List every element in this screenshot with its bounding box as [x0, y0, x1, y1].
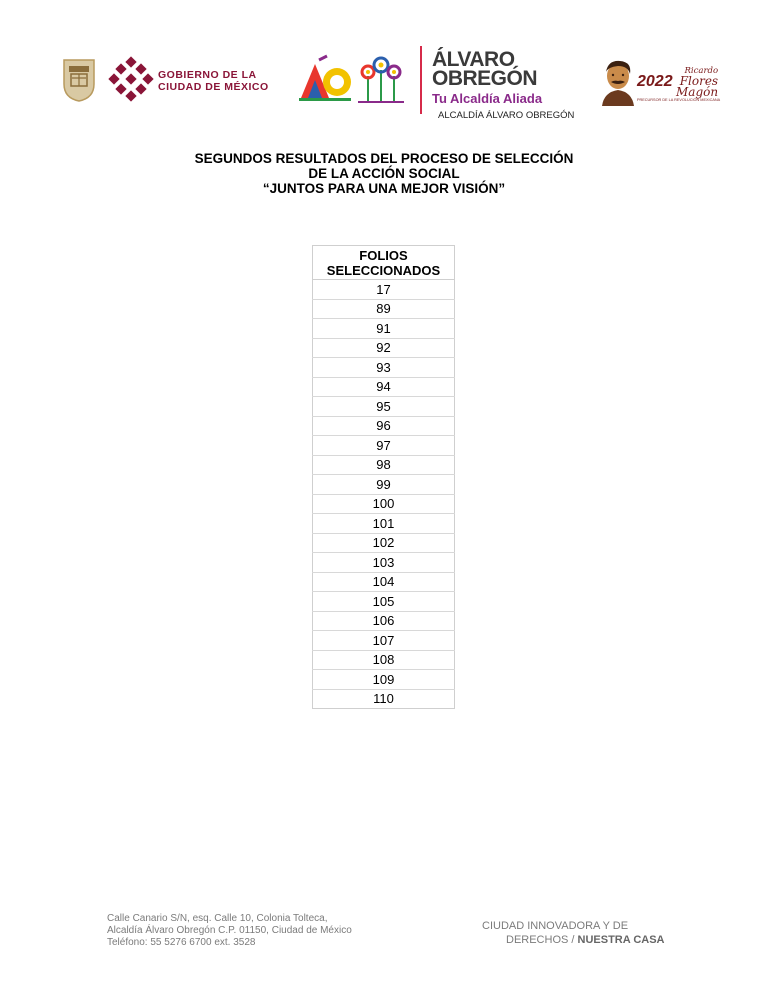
- folio-cell: 92: [313, 338, 455, 358]
- table-row: [313, 377, 455, 397]
- folio-cell: 101: [313, 514, 455, 534]
- folio-cell: 89: [313, 299, 455, 319]
- folio-cell: 96: [313, 416, 455, 436]
- ao-colorful-logo: [297, 54, 353, 102]
- rfm-name: [676, 67, 718, 98]
- table-row: [313, 358, 455, 378]
- slogan-line2-prefix: DERECHOS /: [506, 934, 578, 946]
- alvaro-obregon-wordmark: [432, 50, 537, 88]
- address-line1: Calle Canario S/N, esq. Calle 10, Colonia Tolteca,: [107, 913, 328, 924]
- gobierno-line2: CIUDAD DE MÉXICO: [158, 81, 269, 93]
- folio-cell: 100: [313, 494, 455, 514]
- document-title: [84, 151, 684, 196]
- table-row: [313, 670, 455, 690]
- table-row: [313, 553, 455, 573]
- address-line2: Alcaldía Álvaro Obregón C.P. 01150, Ciudad de México: [107, 925, 352, 936]
- folios-header-row: [313, 246, 455, 280]
- table-row: [313, 592, 455, 612]
- table-row: [313, 397, 455, 417]
- title-line1: SEGUNDOS RESULTADOS DEL PROCESO DE SELECCIÓN: [194, 151, 574, 166]
- rfm-year: 2022: [637, 73, 673, 90]
- folio-cell: 17: [313, 280, 455, 300]
- folio-cell: 97: [313, 436, 455, 456]
- rfm-caption: PRECURSOR DE LA REVOLUCIÓN MEXICANA: [637, 98, 721, 102]
- folio-cell: 91: [313, 319, 455, 339]
- ricardo-flores-magon-portrait: [598, 58, 638, 106]
- folios-table: [312, 245, 455, 709]
- footer-address: [107, 913, 352, 949]
- table-row: [313, 572, 455, 592]
- folio-cell: 94: [313, 377, 455, 397]
- slogan-line2: [482, 933, 665, 947]
- ao-line1: ÁLVARO: [432, 48, 515, 71]
- folios-column-header: [313, 246, 455, 280]
- footer-slogan: [482, 919, 665, 947]
- slogan-nuestra-casa: NUESTRA CASA: [577, 934, 665, 946]
- table-row: [313, 650, 455, 670]
- cdmx-logo-icon: [108, 56, 154, 102]
- rfm-name-2: Flores: [679, 74, 719, 88]
- flowers-icon: [358, 54, 404, 104]
- table-row: [313, 631, 455, 651]
- table-row: [313, 338, 455, 358]
- tu-alcaldia-aliada-text: Tu Alcaldía Aliada: [432, 91, 543, 106]
- gobierno-cdmx-text: [158, 69, 269, 93]
- title-line3: “JUNTOS PARA UNA MEJOR VISIÓN”: [262, 181, 506, 196]
- folio-cell: 93: [313, 358, 455, 378]
- folio-cell: 108: [313, 650, 455, 670]
- table-row: [313, 494, 455, 514]
- folio-cell: 105: [313, 592, 455, 612]
- table-row: [313, 689, 455, 709]
- table-row: [313, 416, 455, 436]
- table-row: [313, 533, 455, 553]
- table-row: [313, 436, 455, 456]
- slogan-line1: CIUDAD INNOVADORA Y DE: [482, 920, 629, 932]
- table-row: [313, 611, 455, 631]
- title-line2: DE LA ACCIÓN SOCIAL: [308, 166, 460, 181]
- folio-cell: 102: [313, 533, 455, 553]
- folio-cell: 106: [313, 611, 455, 631]
- folios-header-line2: SELECCIONADOS: [326, 262, 441, 278]
- folio-cell: 109: [313, 670, 455, 690]
- table-row: [313, 299, 455, 319]
- rfm-name-1: Ricardo: [684, 66, 719, 76]
- folio-cell: 95: [313, 397, 455, 417]
- folio-cell: 99: [313, 475, 455, 495]
- table-row: [313, 319, 455, 339]
- folio-cell: 104: [313, 572, 455, 592]
- ao-line2: OBREGÓN: [432, 67, 538, 90]
- table-row: [313, 475, 455, 495]
- folio-cell: 103: [313, 553, 455, 573]
- folio-cell: 107: [313, 631, 455, 651]
- gobierno-line1: GOBIERNO DE LA: [158, 69, 257, 81]
- folios-header-line1: FOLIOS: [359, 247, 408, 263]
- cdmx-coat-of-arms-logo: [62, 58, 96, 102]
- rfm-name-3: Magón: [676, 85, 719, 99]
- address-phone: Teléfono: 55 5276 6700 ext. 3528: [107, 937, 256, 948]
- folio-cell: 110: [313, 689, 455, 709]
- header-divider: [420, 46, 422, 114]
- folio-cell: 98: [313, 455, 455, 475]
- table-row: [313, 514, 455, 534]
- alcaldia-caption: ALCALDÍA ÁLVARO OBREGÓN: [438, 110, 575, 121]
- table-row: [313, 280, 455, 300]
- table-row: [313, 455, 455, 475]
